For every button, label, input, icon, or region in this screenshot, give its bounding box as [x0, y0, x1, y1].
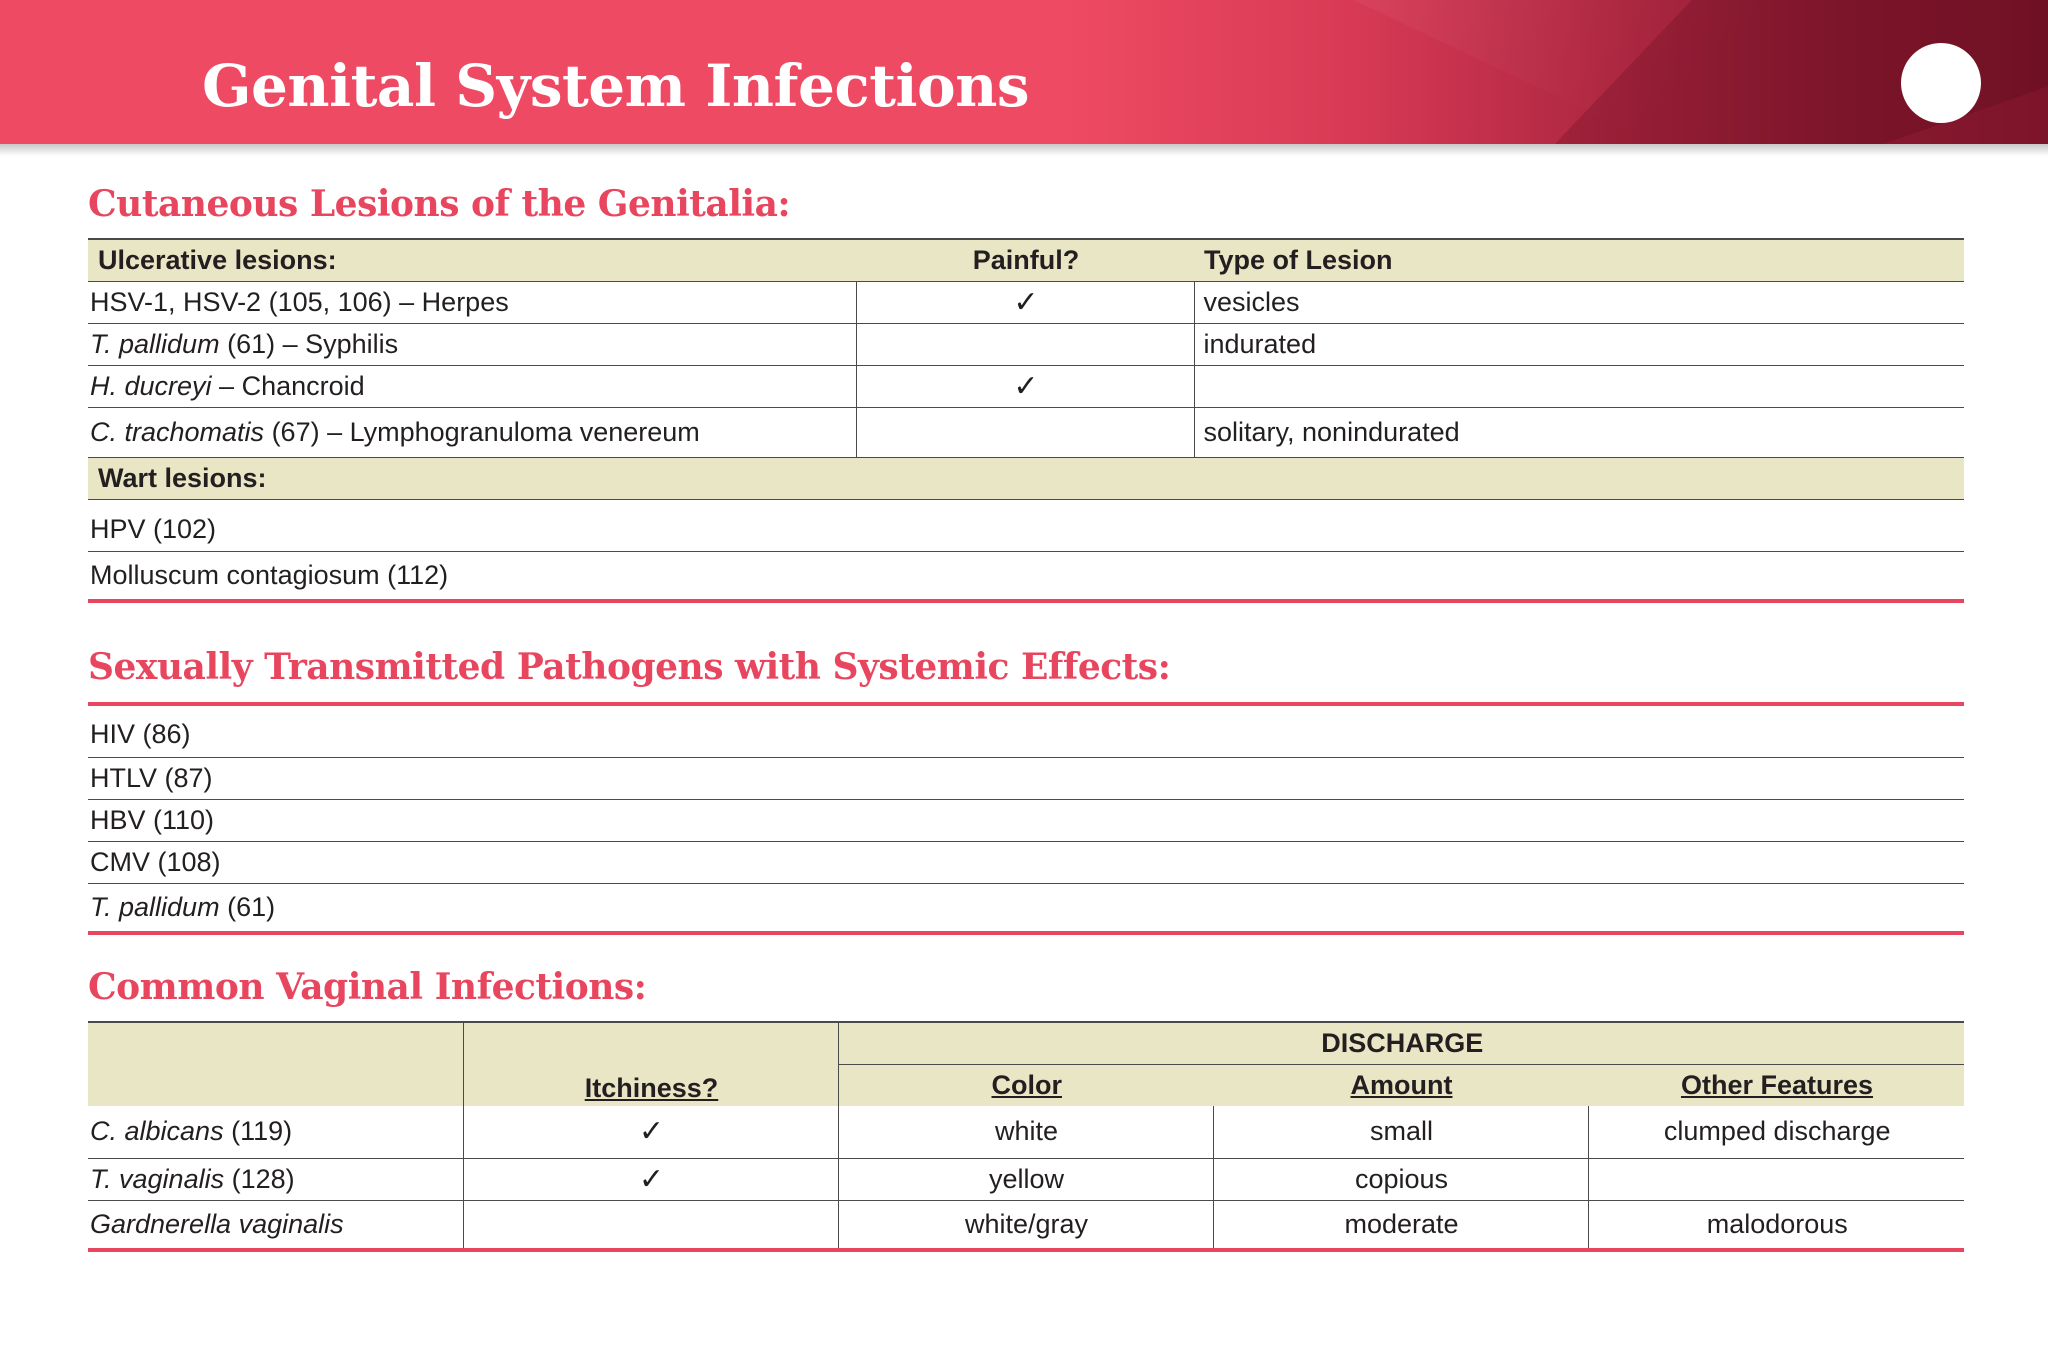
ulcerative-header-row: [88, 239, 1964, 281]
table-row: [88, 551, 1964, 601]
systemic-pathogen-cell: HIV (86): [90, 718, 191, 749]
vaginal-infections-table: [88, 1021, 1964, 1252]
title-banner: [0, 0, 2048, 144]
page-title: Genital System Infections: [202, 52, 1030, 120]
table-row: [88, 799, 1964, 841]
vaginal-pathogen-cell: C. albicans (119): [90, 1116, 293, 1147]
wart-pathogen-cell: Molluscum contagiosum (112): [88, 551, 1964, 601]
color-cell: white: [838, 1106, 1213, 1158]
other-features-cell: clumped discharge: [1588, 1106, 1964, 1158]
painful-check: ✓: [856, 281, 1194, 323]
vaginal-pathogen-cell: T. vaginalis (128): [88, 1158, 463, 1200]
wart-pathogen-cell: HPV (102): [88, 499, 1964, 551]
wart-header-row: [88, 457, 1964, 499]
table-row: [88, 281, 1964, 323]
table-row: [88, 841, 1964, 883]
cutaneous-lesions-table: [88, 238, 1964, 603]
painful-check: ✓: [856, 365, 1194, 407]
discharge-header: DISCHARGE: [838, 1022, 1964, 1064]
lesion-type-cell: [1194, 365, 1964, 407]
amount-cell: moderate: [1213, 1200, 1588, 1250]
table-row: [88, 323, 1964, 365]
pathogen-cell: T. pallidum (61) – Syphilis: [88, 323, 856, 365]
ulcerative-header: Ulcerative lesions:: [88, 239, 856, 281]
banner-shadow: [0, 144, 2048, 156]
wart-header: Wart lesions:: [88, 457, 1964, 499]
painful-check: [856, 323, 1194, 365]
painful-check: [856, 407, 1194, 457]
amount-cell: copious: [1213, 1158, 1588, 1200]
table-row: [88, 365, 1964, 407]
itchiness-header: Itchiness?: [463, 1022, 838, 1106]
amount-header: Amount: [1213, 1064, 1588, 1106]
pathogen-cell: C. trachomatis (67) – Lymphogranuloma venereum: [88, 407, 856, 457]
systemic-pathogen-cell: CMV (108): [88, 841, 1964, 883]
lesion-type-cell: solitary, nonindurated: [1194, 407, 1964, 457]
table-row: [88, 1158, 1964, 1200]
systemic-pathogen-cell: T. pallidum (61): [88, 883, 1964, 933]
other-features-header: Other Features: [1588, 1064, 1964, 1106]
section-title-vaginal: Common Vaginal Infections:: [88, 966, 647, 1008]
table-row: [88, 757, 1964, 799]
itchiness-check: ✓: [463, 1106, 838, 1158]
vaginal-pathogen-cell: Gardnerella vaginalis: [88, 1200, 463, 1250]
page-marker-circle: [1901, 43, 1981, 123]
table-row: [88, 1200, 1964, 1250]
other-features-cell: malodorous: [1588, 1200, 1964, 1250]
pathogen-cell: HSV-1, HSV-2 (105, 106) – Herpes: [88, 281, 856, 323]
lesion-type-header: Type of Lesion: [1194, 239, 1964, 281]
systemic-pathogen-cell: HTLV (87): [88, 757, 1964, 799]
blank-header-cell: [88, 1022, 463, 1106]
systemic-pathogen-cell: HBV (110): [88, 799, 1964, 841]
color-cell: white/gray: [838, 1200, 1213, 1250]
pathogen-cell: H. ducreyi – Chancroid: [88, 365, 856, 407]
table-row: [88, 499, 1964, 551]
lesion-type-cell: indurated: [1194, 323, 1964, 365]
color-cell: yellow: [838, 1158, 1213, 1200]
table-row: [88, 883, 1964, 933]
table-row: [88, 1106, 1964, 1158]
itchiness-check: ✓: [463, 1158, 838, 1200]
discharge-header-row: [88, 1022, 1964, 1064]
other-features-cell: [1588, 1158, 1964, 1200]
systemic-pathogens-table: [88, 702, 1964, 935]
lesion-type-cell: vesicles: [1194, 281, 1964, 323]
table-row: [88, 704, 1964, 757]
color-header: Color: [838, 1064, 1213, 1106]
section-title-systemic: Sexually Transmitted Pathogens with Systemic Effects:: [88, 646, 1171, 688]
amount-cell: small: [1213, 1106, 1588, 1158]
table-row: [88, 407, 1964, 457]
painful-header: Painful?: [856, 239, 1194, 281]
section-title-cutaneous: Cutaneous Lesions of the Genitalia:: [88, 183, 791, 225]
itchiness-check: [463, 1200, 838, 1250]
